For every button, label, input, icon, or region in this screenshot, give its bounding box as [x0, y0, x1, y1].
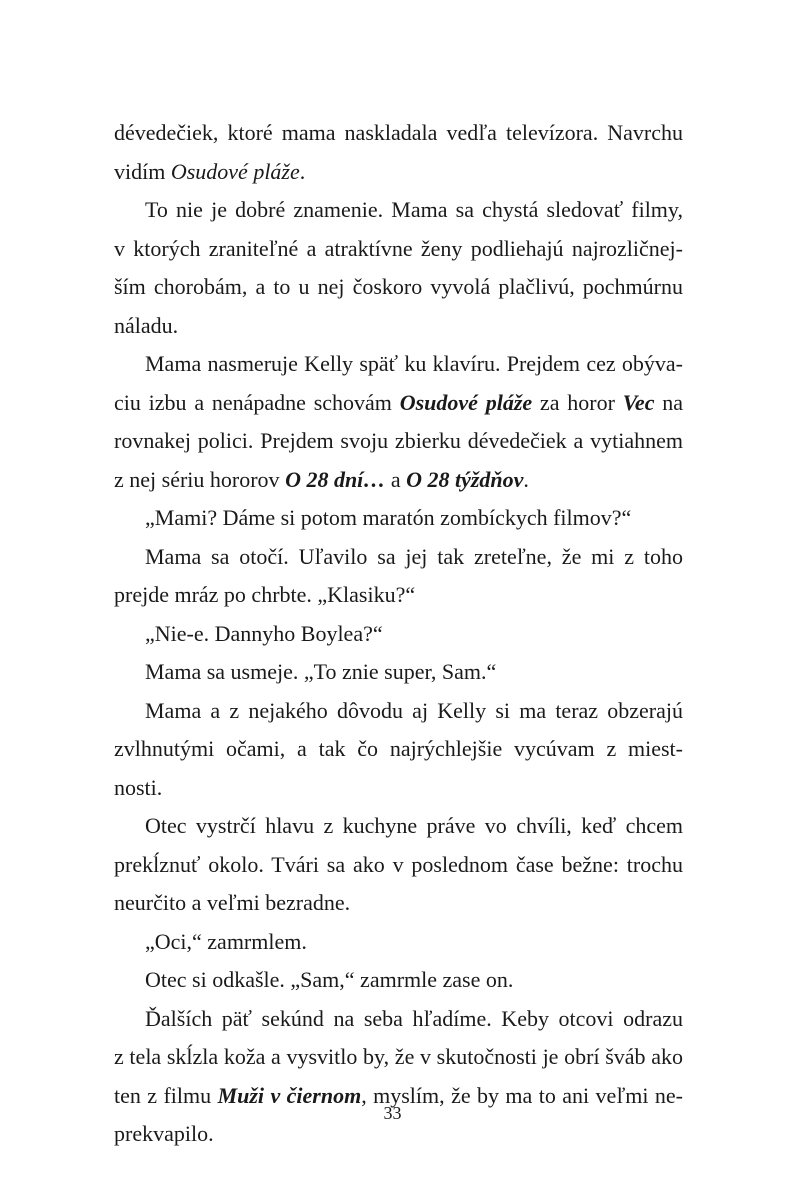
text-line: [114, 191, 683, 230]
text-line: [114, 769, 683, 808]
text-line: [114, 846, 683, 885]
text-run: ciu izbu a nenápadne schovám: [114, 389, 400, 415]
text-line: [114, 461, 683, 500]
text-run: ten z filmu: [114, 1082, 218, 1108]
text-run: náladu.: [114, 312, 179, 338]
text-run: Mama sa usmeje. „To znie super, Sam.“: [145, 659, 497, 684]
text-line: [114, 307, 683, 346]
text-run: Mama sa otočí. Uľavilo sa jej tak zreteľne, že mi z toho: [145, 543, 683, 569]
text-run: rovnakej polici. Prejdem svoju zbierku dévedečiek a vytiahnem: [114, 428, 683, 453]
bold-italic-title: Osudové pláže: [399, 389, 533, 415]
text-run: neurčito a veľmi bezradne.: [114, 890, 351, 915]
text-line: [114, 268, 683, 307]
text-run: Mama a z nejakého dôvodu aj Kelly si ma teraz obzerajú: [145, 697, 683, 723]
text-run: ším chorobám, a to u nej čoskoro vyvolá plačlivú, pochmúrnu: [114, 274, 683, 299]
text-run: Ďalších päť sekúnd na seba hľadíme. Keby otcovi odrazu: [145, 1005, 683, 1031]
text-run: , myslím, že by ma to ani veľmi ne-: [361, 1082, 683, 1108]
text-run: „Oci,“ zamrmlem.: [145, 928, 307, 954]
text-run: Otec vystrčí hlavu z kuchyne práve vo chvíli, keď chcem: [145, 813, 683, 838]
text-line: [114, 692, 683, 731]
text-line: [114, 499, 683, 538]
text-line: [114, 576, 683, 615]
text-run: vidím: [114, 158, 171, 184]
text-run: zvlhnutými očami, a tak čo najrýchlejšie vycúvam z miest-: [114, 736, 683, 761]
bold-italic-title: O 28 dní…: [285, 466, 386, 492]
text-line: [114, 961, 683, 1000]
text-run: prekvapilo.: [114, 1121, 214, 1146]
text-line: [114, 153, 683, 192]
page-number: 33: [383, 1103, 402, 1123]
text-run: z tela skĺzla koža a vysvitlo by, že v skutočnosti je obrí šváb ako: [114, 1044, 683, 1069]
text-line: [114, 653, 683, 692]
text-line: [114, 230, 683, 269]
text-line: [114, 615, 683, 654]
bold-italic-title: Muži v čiernom: [217, 1082, 362, 1108]
text-line: [114, 884, 683, 923]
text-run: na: [654, 389, 684, 415]
text-run: a: [385, 466, 407, 492]
text-line: [114, 422, 683, 461]
text-run: dévedečiek, ktoré mama naskladala vedľa televízora. Navrchu: [114, 120, 683, 145]
text-line: [114, 538, 683, 577]
text-line: [114, 730, 683, 769]
text-line: [114, 923, 683, 962]
text-run: prekĺznuť okolo. Tvári sa ako v poslednom čase bežne: trochu: [114, 851, 683, 877]
text-run: z nej sériu hororov: [114, 466, 286, 492]
text-line: [114, 345, 683, 384]
text-run: v ktorých zraniteľné a atraktívne ženy podliehajú najrozličnej-: [114, 235, 683, 261]
bold-italic-title: O 28 týždňov: [406, 466, 524, 492]
text-run: Otec si odkašle. „Sam,“ zamrmle zase on.: [145, 967, 514, 992]
text-run: Mama nasmeruje Kelly späť ku klavíru. Prejdem cez obýva-: [145, 351, 683, 376]
text-line: [114, 807, 683, 846]
bold-italic-title: Vec: [622, 389, 655, 415]
body-text: [114, 114, 683, 1154]
text-run: To nie je dobré znamenie. Mama sa chystá sledovať filmy,: [145, 197, 683, 222]
text-run: „Mami? Dáme si potom maratón zombíckych filmov?“: [145, 505, 632, 530]
text-run: nosti.: [114, 774, 163, 800]
text-run: za horor: [532, 389, 623, 415]
text-line: [114, 1038, 683, 1077]
text-line: [114, 1000, 683, 1039]
text-run: .: [299, 158, 306, 184]
text-run: prejde mráz po chrbte. „Klasiku?“: [114, 582, 416, 607]
italic-title: Osudové pláže: [170, 158, 300, 184]
text-line: [114, 114, 683, 153]
text-line: [114, 384, 683, 423]
text-run: .: [523, 466, 529, 492]
text-run: „Nie-e. Dannyho Boylea?“: [145, 620, 383, 646]
